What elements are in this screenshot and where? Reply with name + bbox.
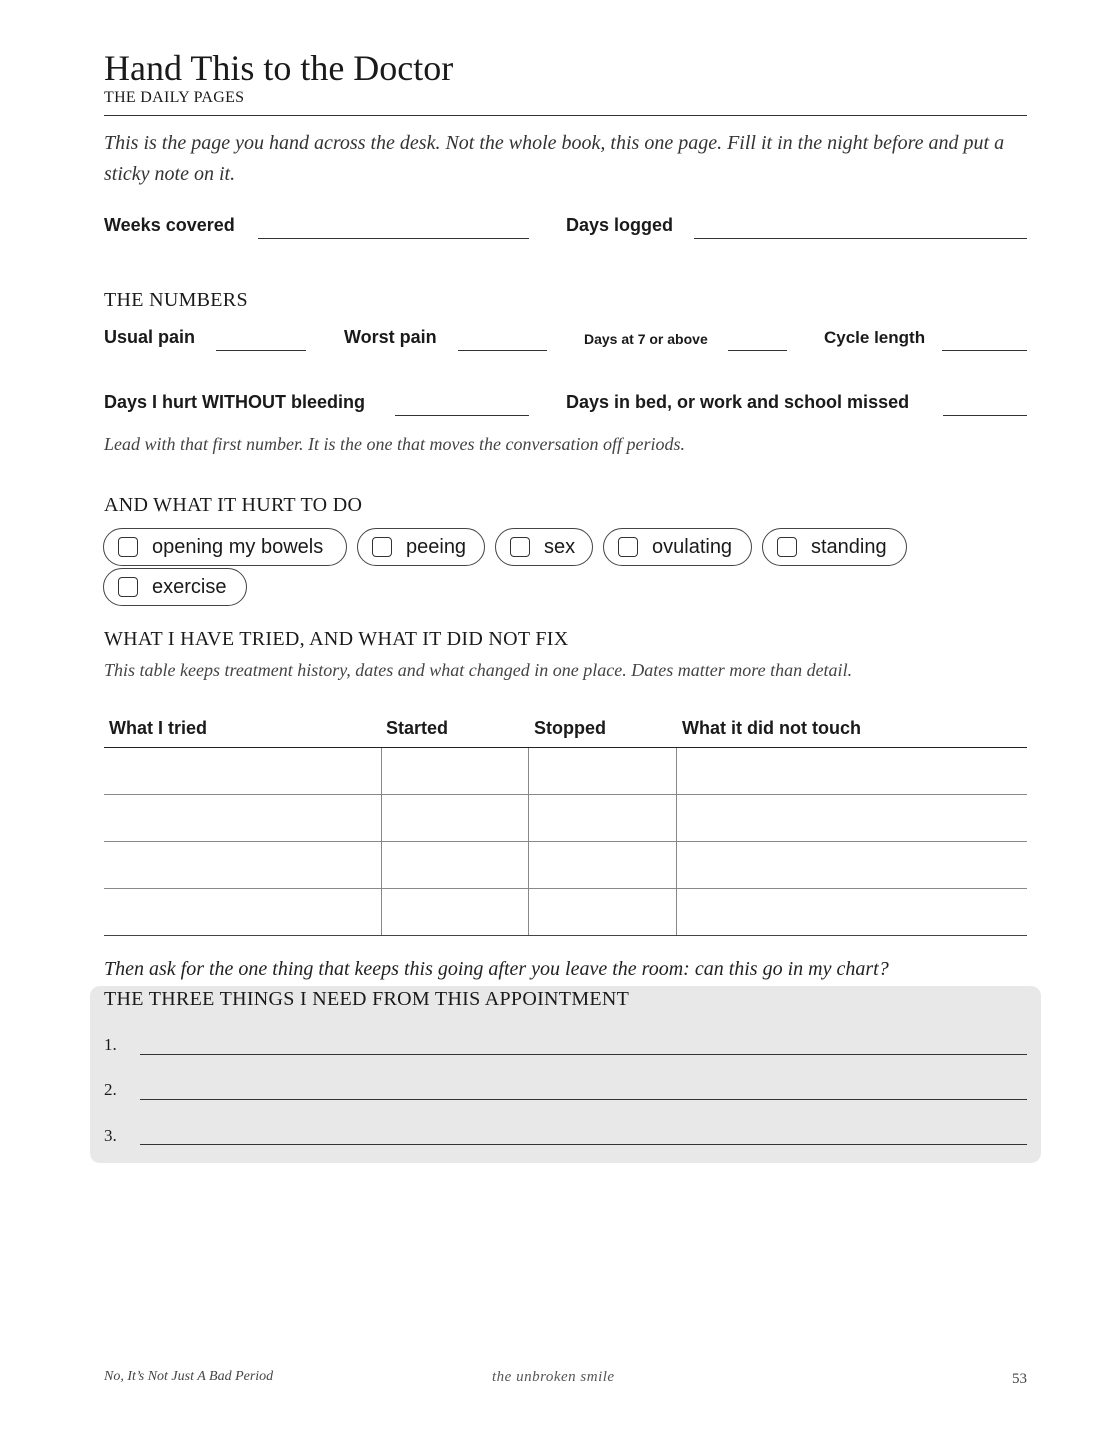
needs-heading: THE THREE THINGS I NEED FROM THIS APPOINTMENT bbox=[104, 988, 630, 1010]
need-number: 3. bbox=[104, 1126, 117, 1145]
checkbox-icon[interactable] bbox=[118, 577, 138, 597]
footer-book-title: No, It’s Not Just A Bad Period bbox=[104, 1369, 274, 1384]
closing-line: Then ask for the one thing that keeps this going after you leave the room: can this go in my chart? bbox=[104, 958, 889, 980]
cycle-length-field[interactable] bbox=[942, 350, 1027, 351]
days-logged-field[interactable] bbox=[694, 238, 1027, 239]
checkbox-icon[interactable] bbox=[372, 537, 392, 557]
need-field-3[interactable] bbox=[140, 1144, 1027, 1145]
hurt-option-peeing[interactable] bbox=[357, 528, 485, 566]
intro-paragraph: This is the page you hand across the desk. Not the whole book, this one page. Fill it in the night before and put a sticky note on it. bbox=[104, 132, 1005, 185]
table-row-divider bbox=[104, 794, 1027, 795]
hurt-option-label: peeing bbox=[406, 536, 467, 558]
need-field-1[interactable] bbox=[140, 1054, 1027, 1055]
table-header-stopped: Stopped bbox=[534, 718, 606, 738]
cycle-length-label: Cycle length bbox=[824, 328, 926, 347]
table-header-not-touch: What it did not touch bbox=[682, 718, 861, 738]
page-number: 53 bbox=[1012, 1371, 1027, 1387]
hurt-option-label: ovulating bbox=[652, 536, 733, 558]
days-logged-label: Days logged bbox=[566, 215, 674, 235]
usual-pain-label: Usual pain bbox=[104, 327, 196, 347]
table-header-rule bbox=[104, 747, 1027, 748]
weeks-covered-field[interactable] bbox=[258, 238, 529, 239]
weeks-covered-label: Weeks covered bbox=[104, 215, 235, 235]
hurt-option-label: sex bbox=[544, 536, 576, 558]
hurt-option-bowels[interactable] bbox=[103, 528, 347, 566]
needs-panel bbox=[90, 986, 1041, 1163]
page-title: Hand This to the Doctor bbox=[104, 48, 454, 88]
hurt-option-exercise[interactable] bbox=[103, 568, 247, 606]
table-column-divider bbox=[676, 748, 677, 935]
checkbox-icon[interactable] bbox=[118, 537, 138, 557]
tried-note: This table keeps treatment history, dates and what changed in one place. Dates matter more than detail. bbox=[104, 660, 853, 680]
hurt-heading: AND WHAT IT HURT TO DO bbox=[104, 494, 363, 516]
hurt-option-label: exercise bbox=[152, 576, 227, 598]
page-subtitle: THE DAILY PAGES bbox=[104, 89, 245, 106]
table-bottom-rule bbox=[104, 935, 1027, 936]
table-column-divider bbox=[381, 748, 382, 935]
numbers-note: Lead with that first number. It is the one that moves the conversation off periods. bbox=[104, 434, 685, 454]
checkbox-icon[interactable] bbox=[510, 537, 530, 557]
hurt-without-bleeding-label: Days I hurt WITHOUT bleeding bbox=[104, 392, 366, 412]
worst-pain-label: Worst pain bbox=[344, 327, 437, 347]
checkbox-icon[interactable] bbox=[618, 537, 638, 557]
hurt-without-bleeding-field[interactable] bbox=[395, 415, 529, 416]
hurt-option-label: standing bbox=[811, 536, 887, 558]
usual-pain-field[interactable] bbox=[216, 350, 306, 351]
header-divider bbox=[104, 115, 1027, 116]
table-header-started: Started bbox=[386, 718, 449, 738]
numbers-heading: THE NUMBERS bbox=[104, 289, 248, 311]
days-7-above-field[interactable] bbox=[728, 350, 787, 351]
tried-heading: WHAT I HAVE TRIED, AND WHAT IT DID NOT FIX bbox=[104, 628, 569, 650]
need-number: 2. bbox=[104, 1080, 117, 1099]
need-field-2[interactable] bbox=[140, 1099, 1027, 1100]
hurt-option-sex[interactable] bbox=[495, 528, 593, 566]
footer-brand: the unbroken smile bbox=[492, 1369, 615, 1385]
table-row-divider bbox=[104, 888, 1027, 889]
days-missed-label: Days in bed, or work and school missed bbox=[566, 392, 910, 412]
hurt-option-ovulating[interactable] bbox=[603, 528, 752, 566]
hurt-option-standing[interactable] bbox=[762, 528, 907, 566]
hurt-option-label: opening my bowels bbox=[152, 536, 324, 558]
checkbox-icon[interactable] bbox=[777, 537, 797, 557]
days-missed-field[interactable] bbox=[943, 415, 1027, 416]
table-column-divider bbox=[528, 748, 529, 935]
worst-pain-field[interactable] bbox=[458, 350, 547, 351]
table-row-divider bbox=[104, 841, 1027, 842]
days-7-above-label: Days at 7 or above bbox=[584, 331, 708, 347]
need-number: 1. bbox=[104, 1035, 117, 1054]
table-header-what-tried: What I tried bbox=[109, 718, 207, 738]
